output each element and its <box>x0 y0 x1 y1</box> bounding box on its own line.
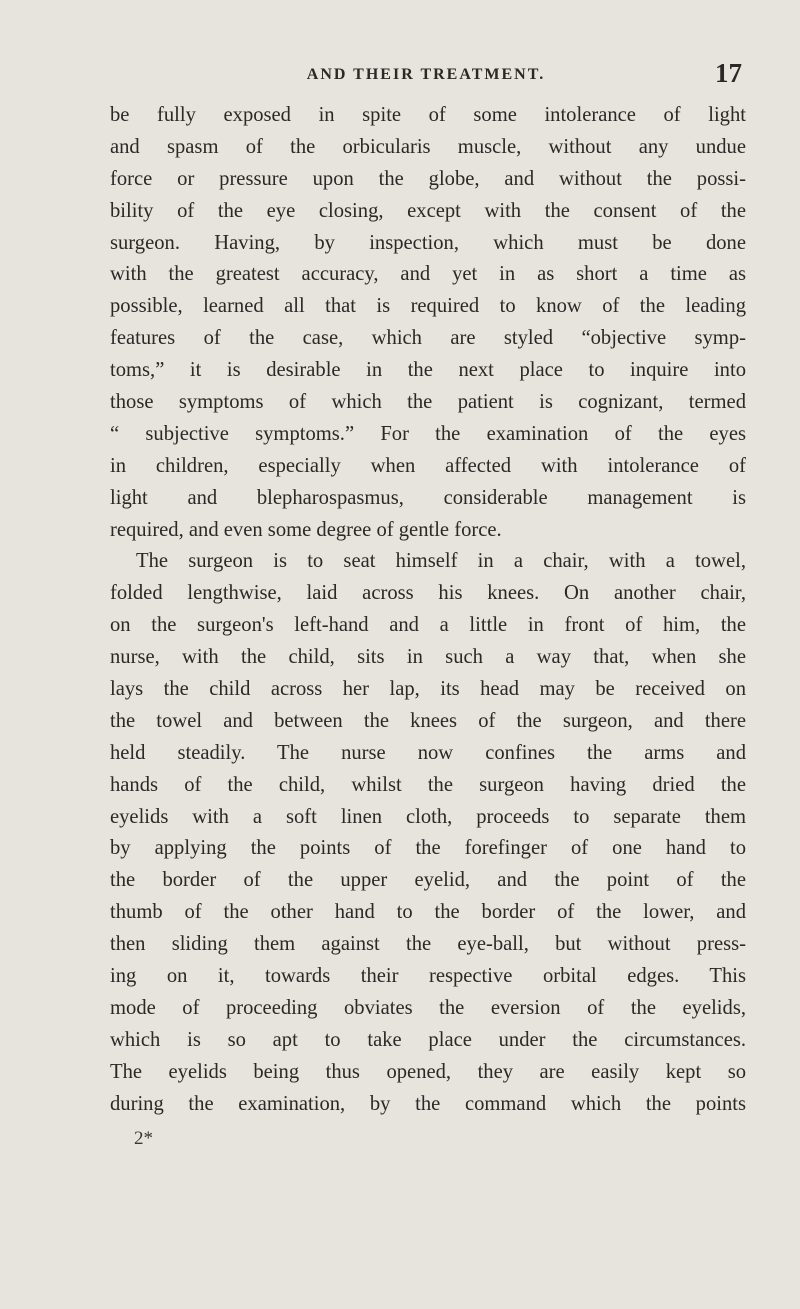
text-line: toms,” it is desirable in the next place to inquire into <box>110 359 746 382</box>
text-line: on the surgeon's left-hand and a little in front of him, the <box>110 614 746 637</box>
text-line: surgeon. Having, by inspection, which must be done <box>110 231 746 254</box>
text-line: and spasm of the orbicularis muscle, without any undue <box>110 135 746 158</box>
text-line: features of the case, which are styled “objective symp- <box>110 327 746 350</box>
text-line: by applying the points of the forefinger of one hand to <box>110 837 746 860</box>
text-line: folded lengthwise, laid across his knees. On another chair, <box>110 582 746 605</box>
text-line: mode of proceeding obviates the eversion of the eyelids, <box>110 996 746 1019</box>
text-line: force or pressure upon the globe, and without the possi- <box>110 167 746 190</box>
signature-mark: 2* <box>134 1128 153 1149</box>
text-line: which is so apt to take place under the circumstances. <box>110 1028 746 1051</box>
text-line: ing on it, towards their respective orbital edges. This <box>110 965 746 988</box>
page-number: 17 <box>715 58 742 88</box>
text-line: with the greatest accuracy, and yet in as short a time as <box>110 263 746 286</box>
text-line: those symptoms of which the patient is cognizant, termed <box>110 391 746 414</box>
text-line: nurse, with the child, sits in such a way that, when she <box>110 646 746 669</box>
text-line: The surgeon is to seat himself in a chair, with a towel, <box>136 550 746 573</box>
text-line: “ subjective symptoms.” For the examination of the eyes <box>110 422 746 445</box>
text-line: the border of the upper eyelid, and the point of the <box>110 869 746 892</box>
text-line: the towel and between the knees of the surgeon, and there <box>110 709 746 732</box>
text-line: light and blepharospasmus, considerable management is <box>110 486 746 509</box>
text-line: then sliding them against the eye-ball, but without press- <box>110 933 746 956</box>
text-line: held steadily. The nurse now confines the arms and <box>110 741 746 764</box>
text-line: thumb of the other hand to the border of the lower, and <box>110 901 746 924</box>
text-line: required, and even some degree of gentle force. <box>110 518 502 541</box>
text-line: hands of the child, whilst the surgeon having dried the <box>110 773 746 796</box>
running-head: AND THEIR TREATMENT. <box>306 66 546 83</box>
text-line: possible, learned all that is required to know of the leading <box>110 295 746 318</box>
text-line: The eyelids being thus opened, they are easily kept so <box>110 1060 746 1083</box>
text-line: in children, especially when affected with intolerance of <box>110 454 746 477</box>
text-line: eyelids with a soft linen cloth, proceeds to separate them <box>110 805 746 828</box>
text-line: lays the child across her lap, its head may be received on <box>110 678 746 701</box>
text-line: during the examination, by the command which the points <box>110 1092 746 1115</box>
body-text <box>110 100 746 1121</box>
text-line: bility of the eye closing, except with the consent of the <box>110 199 746 222</box>
text-line: be fully exposed in spite of some intolerance of light <box>110 104 746 126</box>
